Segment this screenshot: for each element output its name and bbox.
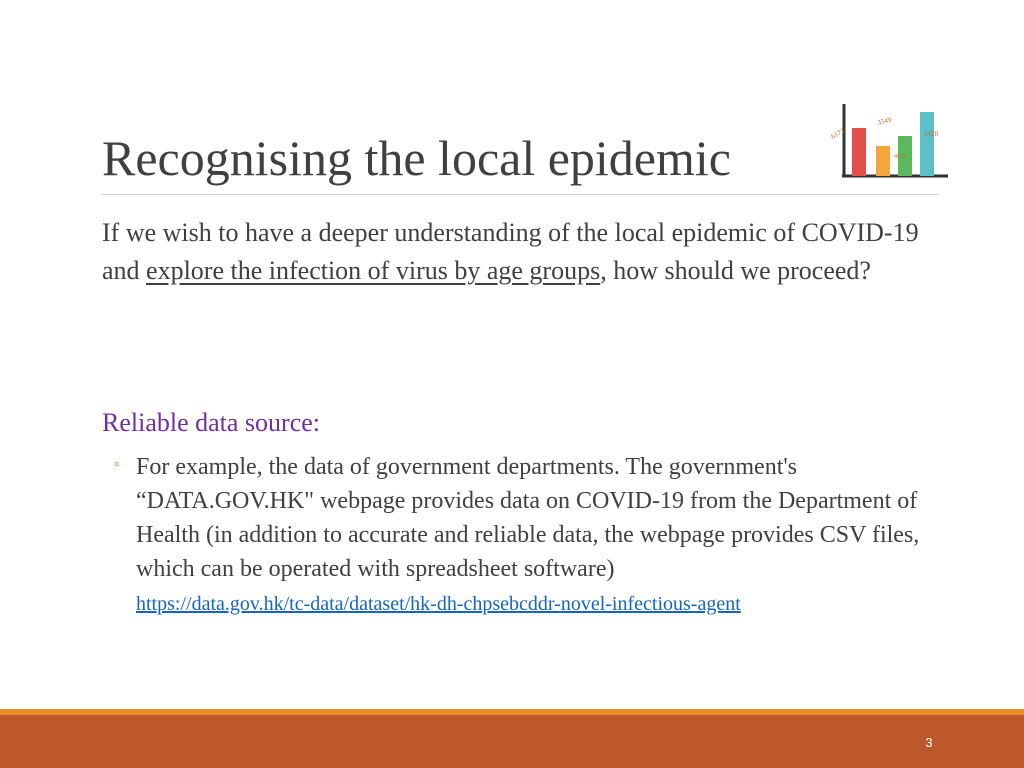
data-source-link[interactable]: https://data.gov.hk/tc-data/dataset/hk-dh-chpsebcddr-novel-infectious-agent [136, 593, 741, 615]
intro-text-before: If we wish to have a deeper understanding of the local epidemic of COVID-19 and [102, 218, 919, 285]
section-heading: Reliable data source: [102, 408, 321, 437]
slide-title: Recognising the local epidemic [102, 130, 731, 186]
bullet-marker: ◦ [114, 456, 120, 473]
chart-label-1: 6173 [829, 126, 846, 141]
bar-chart-icon [828, 100, 950, 184]
chart-label-4: 4631 [894, 154, 906, 160]
intro-text-after: , how should we proceed? [600, 256, 871, 285]
footer-bar [0, 715, 1024, 768]
chart-label-2: 3549 [876, 115, 893, 127]
bullet-text-block [136, 450, 956, 620]
page-number: 3 [925, 735, 933, 750]
intro-paragraph [102, 214, 952, 290]
chart-bar-teal [920, 112, 934, 176]
chart-bar-red [852, 128, 866, 176]
intro-underlined-phrase: explore the infection of virus by age groups [146, 256, 601, 285]
chart-label-3: 5438 [924, 130, 938, 138]
chart-bar-orange [876, 146, 890, 176]
title-divider [102, 194, 938, 195]
bullet-text: For example, the data of government departments. The government's “DATA.GOV.HK" webpage provides data on COVID-19 from the Department of Health (in addition to accurate and reliable data, the webpage provides CSV files, which can be operated with spreadsheet software) [136, 454, 920, 582]
